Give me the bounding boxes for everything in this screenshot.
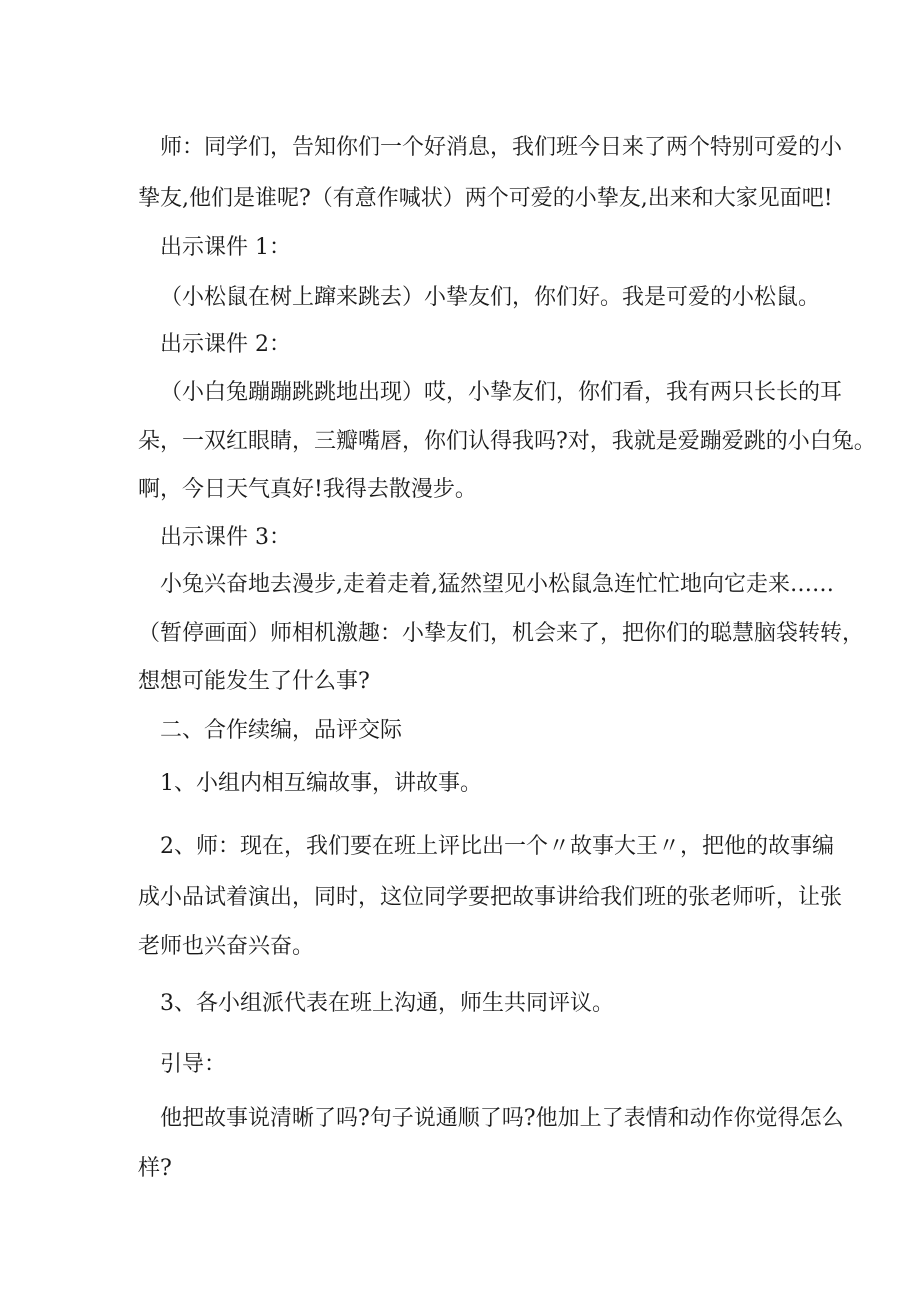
guidance-label: 引导：	[160, 1052, 227, 1077]
paragraph-line: 样?	[138, 1156, 172, 1181]
paragraph-line: 成小品试着演出，同时，这位同学要把故事讲给我们班的张老师听，让张	[138, 885, 843, 910]
paragraph-line: 挚友,他们是谁呢?（有意作喊状）两个可爱的小挚友,出来和大家见面吧!	[138, 186, 833, 211]
paragraph-line: 啊，今日天气真好!我得去散漫步。	[138, 477, 477, 502]
courseware-heading: 出示课件 1：	[160, 235, 291, 260]
courseware-heading: 出示课件 3：	[160, 525, 291, 550]
paragraph-line: 师：同学们，告知你们一个好消息，我们班今日来了两个特别可爱的小	[160, 135, 843, 160]
list-item: 2、师：现在，我们要在班上评比出一个〃故事大王〃，把他的故事编	[160, 834, 834, 859]
paragraph-line: （暂停画面）师相机激趣：小挚友们，机会来了，把你们的聪慧脑袋转转，	[138, 621, 865, 646]
paragraph-line: 想想可能发生了什么事?	[138, 669, 370, 694]
paragraph-line: 老师也兴奋兴奋。	[138, 934, 315, 959]
paragraph-line: 小兔兴奋地去漫步,走着走着,猛然望见小松鼠急连忙忙地向它走来……	[160, 572, 834, 597]
paragraph-line: 朵，一双红眼睛，三瓣嘴唇，你们认得我吗?对，我就是爱蹦爱跳的小白兔。	[138, 429, 876, 454]
section-heading: 二、合作续编，品评交际	[160, 718, 403, 743]
paragraph-line: 他把故事说清晰了吗?句子说通顺了吗?他加上了表情和动作你觉得怎么	[160, 1106, 844, 1131]
paragraph-line: （小白兔蹦蹦跳跳地出现）哎，小挚友们，你们看，我有两只长长的耳	[160, 380, 843, 405]
paragraph-line: （小松鼠在树上蹿来跳去）小挚友们，你们好。我是可爱的小松鼠。	[160, 285, 821, 310]
list-item: 3、各小组派代表在班上沟通，师生共同评议。	[160, 991, 614, 1016]
courseware-heading: 出示课件 2：	[160, 332, 291, 357]
list-item: 1、小组内相互编故事，讲故事。	[160, 771, 482, 796]
